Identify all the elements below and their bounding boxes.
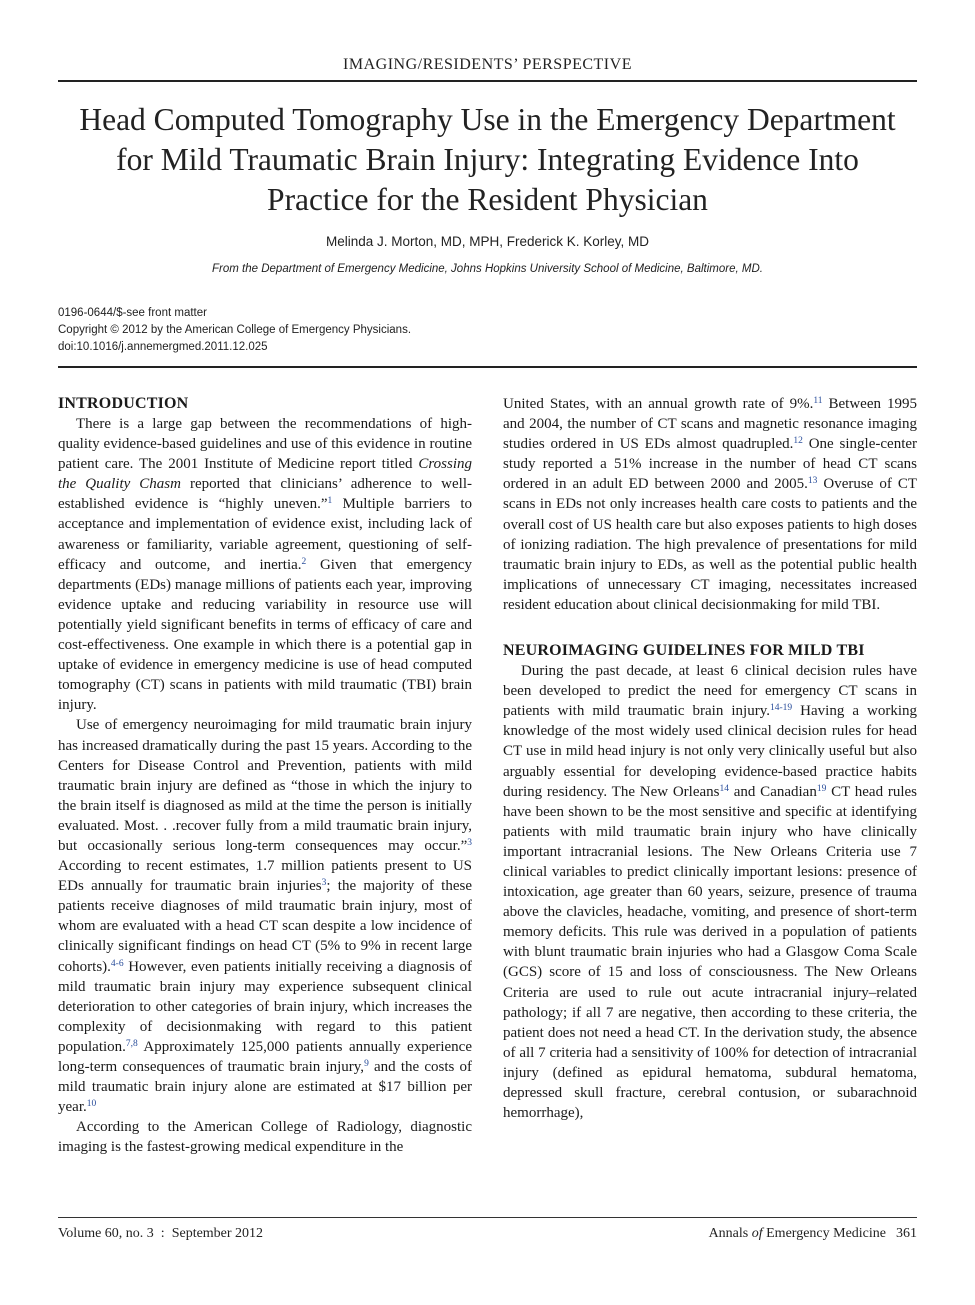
section-heading-introduction: INTRODUCTION — [58, 395, 189, 412]
title-line: Practice for the Resident Physician — [267, 182, 708, 217]
citation-ref[interactable]: 4-6 — [110, 958, 124, 969]
affiliation: From the Department of Emergency Medicine, Johns Hopkins University School of Medicine, Baltimore, MD. — [212, 263, 763, 275]
doi-line: doi:10.1016/j.annemergmed.2011.12.025 — [58, 341, 268, 353]
paragraph: According to the American College of Radiology, diagnostic imaging is the fastest-growing medical expenditure in the — [58, 1119, 472, 1156]
issn-line: 0196-0644/$-see front matter — [58, 307, 207, 319]
page-number: 361 — [896, 1226, 917, 1241]
citation-ref[interactable]: 11 — [813, 396, 823, 406]
title-line: for Mild Traumatic Brain Injury: Integrating Evidence Into — [116, 142, 859, 177]
paragraph: Use of emergency neuroimaging for mild traumatic brain injury has increased dramatically during the past 15 years. According to the Centers for Disease Control and Prevention, patients with mild traumatic brain injury are defined as “those in which the injury to the brain itself is diagnosed as mild at the time the person is initially evaluated. Most. . .recover fully from a mild traumatic brain injury, but occasionally serious long-term consequences may occur.”$^3$ According to recent estimates, 1.7 million patients present to US EDs annually for traumatic brain injuries$^3$; the majority of these patients receive diagnoses of mild traumatic brain injury, most of whom are evaluated with a head CT scan despite a low incidence of clinically significant findings on head CT (5% to 9% in recent large cohorts).$^{4-6}$ However, even patients initially receiving a diagnosis of mild traumatic brain injury may experience subsequent clinical deterioration to other categories of brain injury, which increases the complexity of decisionmaking with regard to this patient population.$^{7,8}$ Approximately 125,000 patients annually experience long-term consequences of traumatic brain injury,$^9$ and the costs of mild traumatic brain injury alone are estimated at $17 billion per year.$^{10}$ — [58, 717, 472, 1116]
citation-ref[interactable]: 19 — [816, 783, 827, 794]
paragraph: There is a large gap between the recommendations of high-quality evidence-based guidelines and use of this evidence in routine patient care. The 2001 Institute of Medicine report titled Crossing the Quality Chasm reported that clinicians’ adherence to well-established evidence is “highly uneven.”$^1$ Multiple barriers to acceptance and implementation of evidence exist, including lack of awareness or familiarity, variable agreement, questioning of self-efficacy and outcome, and inertia.$^2$ Given that emergency departments (EDs) manage millions of patients each year, improving evidence uptake and reducing variability in resource use will potentially yield significant benefits in terms of efficacy of care and cost-effectiveness. One example in which there is a potential gap in uptake of evidence in emergency medicine is use of head computed tomography (CT) scans in patients with mild traumatic (TBI) brain injury. — [58, 416, 473, 714]
footer-rule — [58, 1217, 917, 1218]
citation-ref[interactable]: 2 — [301, 556, 307, 567]
citation-ref[interactable]: 3 — [467, 837, 472, 848]
title-line: Head Computed Tomography Use in the Emergency Department — [79, 102, 896, 137]
citation-ref[interactable]: 9 — [364, 1059, 369, 1069]
citation-ref[interactable]: 10 — [86, 1099, 97, 1110]
journal-footer — [709, 1226, 917, 1242]
article-title — [40, 100, 935, 220]
paragraph: During the past decade, at least 6 clinical decision rules have been developed to predict the need for emergency CT scans in patients with mild traumatic brain injury.$^{14-19}$ Having a working knowledge of the most widely used clinical decision rules for head CT use in mild head injury is not only very clinically useful but also arguably essential for developing evidence-based practice habits during residency. The New Orleans$^{14}$ and Canadian$^{19}$ CT head rules have been shown to be the most sensitive and specific at identifying patients with mild traumatic brain injury who have clinically important intracranial lesions. The New Orleans Criteria use 7 clinical variables to predict clinically important lesions: presence of intoxication, age greater than 60 years, seizure, presence of trauma above the clavicles, headache, vomiting, and presence of short-term memory deficits. This rule was derived in a population of patients with blunt traumatic brain injuries who had a Glasgow Coma Scale (GCS) score of 15 and loss of consciousness. The New Orleans Criteria are used to rule out acute intracranial injury–related pathology; if all 7 are negative, then according to these criteria, the patient does not need a head CT. In the derivation study, the absence of all 7 criteria had a sensitivity of 100% for detection of intracranial injury (defined as epidural hematoma, subdural hematoma, depressed skull fracture, cerebral contusion, or subarachnoid hemorrhage), — [503, 663, 918, 1122]
journal-name: Annals of Emergency Medicine — [708, 1226, 886, 1241]
issue-info: Volume 60, no. 3 : September 2012 — [58, 1226, 264, 1241]
right-column — [503, 394, 917, 1123]
meta-rule — [58, 366, 917, 368]
citation-ref[interactable]: 12 — [793, 436, 803, 447]
article-meta — [58, 305, 411, 356]
left-column — [58, 394, 472, 1157]
section-heading-neuroimaging: NEUROIMAGING GUIDELINES FOR MILD TBI — [503, 642, 865, 660]
section-tag: IMAGING/RESIDENTS’ PERSPECTIVE — [343, 56, 632, 73]
paragraph: United States, with an annual growth rate of 9%.$^{11}$ Between 1995 and 2004, the number of CT scans and magnetic resonance imaging studies ordered in US EDs almost quadrupled.$^{12}$ One single-center study reported a 51% increase in the number of head CT scans ordered in an adult ED between 2000 and 2005.13 Overuse of CT scans in EDs not only increases health care costs to patients and the overall cost of US health care but also exposes patients to high doses of ionizing radiation. The high prevalence of presentations for mild traumatic brain injury to EDs, as well as the potential public health implications of unnecessary CT imaging, necessitates increased resident education about clinical decisionmaking for mild TBI. — [503, 396, 918, 613]
citation-ref[interactable]: 14 — [719, 783, 729, 794]
citation-ref[interactable]: 14-19 — [769, 703, 793, 714]
citation-ref[interactable]: 13 — [807, 476, 818, 487]
header-rule — [58, 80, 917, 82]
copyright-line: Copyright © 2012 by the American College of Emergency Physicians. — [58, 324, 412, 336]
authors: Melinda J. Morton, MD, MPH, Frederick K. Korley, MD — [325, 234, 650, 249]
citation-ref[interactable]: 7,8 — [125, 1038, 138, 1049]
citation-ref[interactable]: 1 — [327, 496, 333, 507]
citation-ref[interactable]: 3 — [321, 878, 327, 889]
